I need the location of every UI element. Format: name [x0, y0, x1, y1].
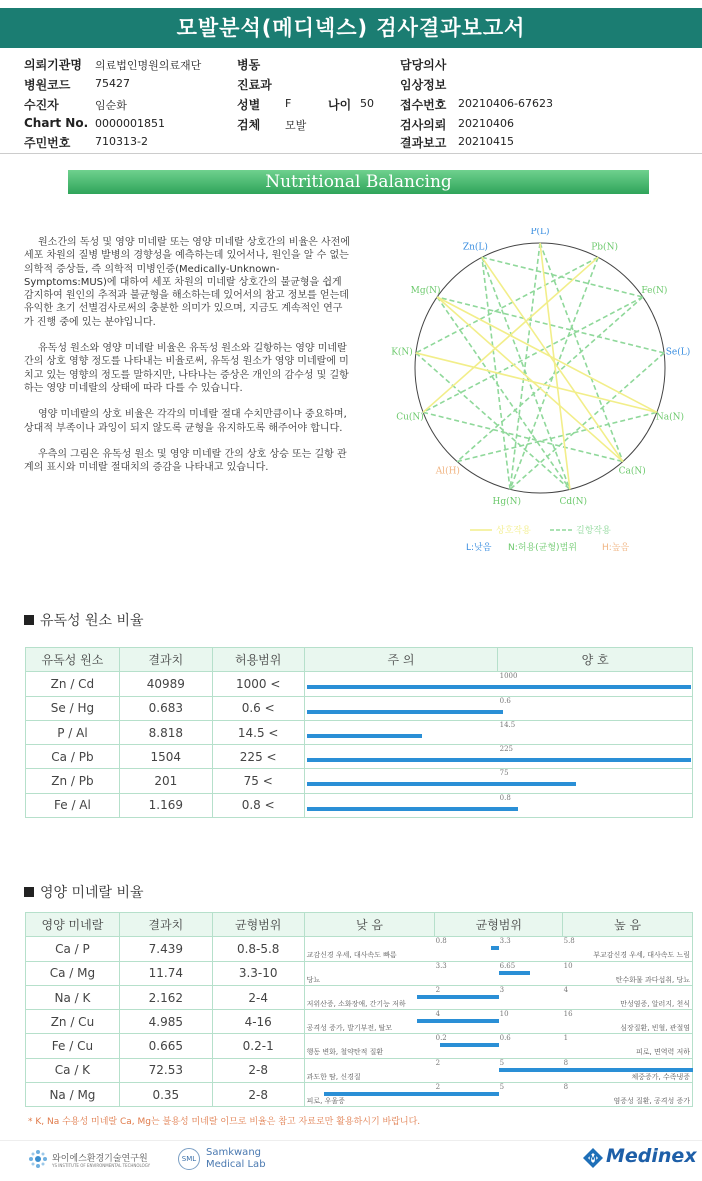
mid-threshold: 3.3	[499, 937, 511, 946]
table-row	[26, 793, 693, 817]
ratio-bar	[499, 971, 530, 975]
nutrient-section-label: 영양 미네랄 비율	[40, 885, 144, 901]
test-request-label: 검사의뢰	[400, 118, 447, 132]
toxic-ratio-table	[25, 647, 693, 818]
specimen-label: 검체	[237, 118, 261, 132]
wheel-node-label: Na(N)	[655, 412, 685, 423]
threshold-label: 225	[499, 745, 514, 754]
footnote: * K, Na 수용성 미네랄 Ca, Mg는 불용성 미네랄 이므로 비율은 참고 자료로만 활용하시기 바랍니다.	[28, 1117, 421, 1127]
high-threshold: 8	[563, 1058, 569, 1067]
ratio-name: P / Al	[26, 720, 120, 744]
column-header: 주 의	[304, 648, 498, 672]
ratio-range: 0.6 <	[212, 696, 304, 720]
wheel-node-label: Cd(N)	[559, 497, 588, 508]
column-header: 결과치	[119, 648, 212, 672]
footer	[0, 1145, 702, 1181]
wheel-node-label: Zn(L)	[462, 242, 488, 253]
low-threshold: 3.3	[435, 961, 447, 970]
synergy-line	[416, 353, 657, 412]
ratio-result: 0.35	[119, 1083, 212, 1107]
table-row	[26, 1058, 693, 1082]
description-paragraph: 원소간의 독성 및 영양 미네랄 또는 영양 미네랄 상호간의 비율은 사전에 세포 차원의 질병 발병의 경향성을 예측하는데 있어서나, 원인을 알 수 없는 의학적 증상들, 즉 의학적 미병인증(Medically-Unknown-Symptoms:MUS)에 대하여 세포 차원의 미네랄 상호간의 불균형을 쉽게 감지하여 원인의 추적과 불균형을 해소하는데 있어서의 참고 정보를 얻는데 유익한 초기 선별검사로써의 충분한 의미가 있으며, 지금도 계속적인 연구가 진행 중에 있는 분야입니다.	[24, 237, 350, 328]
ratio-name: Ca / P	[26, 937, 120, 961]
nutritional-balancing-banner: Nutritional Balancing	[68, 170, 649, 194]
table-row	[26, 672, 693, 696]
age-label: 나이	[328, 98, 352, 112]
ratio-range: 3.3-10	[212, 961, 304, 985]
institution-value: 의료법인명원의료재단	[95, 59, 202, 72]
ratio-bar	[307, 710, 503, 714]
ratio-bar-cell	[304, 672, 692, 696]
ratio-name: Fe / Al	[26, 793, 120, 817]
high-threshold: 1	[563, 1034, 569, 1043]
wheel-node-label: Hg(N)	[492, 497, 521, 508]
doctor-label: 담당의사	[400, 58, 447, 72]
description-paragraph: 유독성 원소와 영양 미네랄 비율은 유독성 원소와 길항하는 영양 미네랄 간의 상호 영향 정도를 나타내는 비율로써, 유독성 원소가 영양 미네랄에 미치고 있는 영향의 정도를 말하지만, 나타나는 증상은 개인의 감수성 및 길항하는 영양 미네랄의 상태에 따라 다를 수 있습니다.	[24, 343, 349, 394]
nutrient-ratio-table	[25, 912, 693, 1107]
high-symptom-text: 탄수화물 과다섭취, 당뇨	[615, 975, 690, 984]
resident-no-label: 주민번호	[24, 136, 71, 150]
high-threshold: 5.8	[563, 937, 575, 946]
ratio-result: 201	[119, 769, 212, 793]
ratio-range: 2-4	[212, 985, 304, 1009]
ys-org-name: 와이에스환경기술연구원	[52, 1154, 148, 1164]
resident-no-value: 710313-2	[95, 135, 148, 148]
clinical-info-label: 임상정보	[400, 78, 447, 92]
high-threshold: 8	[563, 1083, 569, 1092]
high-symptom-text: 심장질환, 빈혈, 관절염	[620, 1024, 690, 1033]
sml-name-line1: Samkwang	[206, 1147, 261, 1158]
divider	[0, 153, 702, 154]
ratio-result: 40989	[119, 672, 212, 696]
low-symptom-text: 공격성 증가, 발기부전, 탈모	[306, 1024, 393, 1033]
description-paragraph: 영양 미네랄의 상호 비율은 각각의 미네랄 절대 수치만큼이나 중요하며, 상대적 부족이나 과잉이 되지 않도록 균형을 유지하도록 해주어야 합니다.	[24, 409, 347, 434]
ratio-bar-cell	[304, 769, 692, 793]
ratio-bar-cell	[304, 1034, 692, 1058]
ratio-result: 72.53	[119, 1058, 212, 1082]
ys-logo-icon	[28, 1149, 48, 1169]
ys-org-subname: YS INSTITUTE OF ENVIRONMENTAL TECHNOLOGY	[52, 1163, 151, 1168]
receipt-no-value: 20210406-67623	[458, 97, 553, 110]
wheel-node-label: P(L)	[530, 228, 550, 237]
result-report-value: 20210415	[458, 135, 514, 148]
ratio-range: 0.8-5.8	[212, 937, 304, 961]
column-header: 허용범위	[212, 648, 304, 672]
mid-threshold: 10	[499, 1010, 509, 1019]
collector-label: 수진자	[24, 98, 59, 112]
high-threshold: 10	[563, 961, 573, 970]
ratio-bar	[324, 1092, 499, 1096]
low-symptom-text: 피로, 우울증	[306, 1097, 345, 1106]
ratio-name: Zn / Pb	[26, 769, 120, 793]
table-row	[26, 985, 693, 1009]
table-row	[26, 1010, 693, 1034]
ratio-bar-cell	[304, 1083, 692, 1107]
ratio-bar	[307, 758, 691, 762]
test-request-value: 20210406	[458, 117, 514, 130]
ratio-bar-cell	[304, 745, 692, 769]
column-header: 높 음	[563, 913, 693, 937]
wheel-node-label: Pb(N)	[591, 242, 618, 253]
ratio-name: Ca / Mg	[26, 961, 120, 985]
result-report-label: 결과보고	[400, 136, 447, 150]
ratio-range: 2-8	[212, 1058, 304, 1082]
hospital-code-value: 75427	[95, 77, 130, 90]
column-header: 양 호	[498, 648, 693, 672]
ratio-range: 2-8	[212, 1083, 304, 1107]
hospital-code-label: 병원코드	[24, 78, 71, 92]
ratio-range: 0.2-1	[212, 1034, 304, 1058]
column-header: 낮 음	[304, 913, 435, 937]
footer-divider	[0, 1140, 702, 1141]
wheel-node-label: Se(L)	[665, 347, 691, 358]
ratio-bar-cell	[304, 696, 692, 720]
table-row	[26, 961, 693, 985]
high-threshold: 16	[563, 1010, 573, 1019]
legend-antagonism-label: 길항작용	[576, 526, 611, 536]
ratio-bar	[491, 946, 499, 950]
ratio-range: 0.8 <	[212, 793, 304, 817]
nutrient-section-title	[24, 882, 144, 902]
low-symptom-text: 과도한 땀, 신경질	[306, 1072, 361, 1081]
chart-no-value: 0000001851	[95, 117, 165, 130]
ratio-bar	[307, 685, 691, 689]
sex-value: F	[285, 97, 292, 110]
high-threshold: 4	[563, 985, 569, 994]
threshold-label: 75	[499, 769, 509, 778]
square-bullet-icon	[24, 615, 34, 625]
ratio-bar-cell	[304, 1010, 692, 1034]
ratio-bar	[440, 1043, 498, 1047]
wheel-node-label: Cu(N)	[396, 412, 424, 423]
low-threshold: 0.2	[435, 1034, 447, 1043]
table-row	[26, 1034, 693, 1058]
wheel-circle	[415, 243, 668, 493]
ratio-result: 8.818	[119, 720, 212, 744]
ratio-result: 1504	[119, 745, 212, 769]
legend-low: L:낮음	[466, 543, 492, 553]
ratio-bar-cell	[304, 1058, 692, 1082]
legend-high: H:높음	[602, 543, 630, 553]
table-row	[26, 696, 693, 720]
mid-threshold: 6.65	[499, 961, 516, 970]
ratio-bar	[307, 807, 518, 811]
ward-label: 병동	[237, 58, 261, 72]
column-header: 유독성 원소	[26, 648, 120, 672]
sml-logo-icon: SML	[178, 1148, 200, 1170]
ratio-bar-cell	[304, 961, 692, 985]
ratio-result: 0.665	[119, 1034, 212, 1058]
legend-synergy-label: 상호작용	[496, 526, 531, 536]
low-threshold: 2	[435, 985, 441, 994]
sex-label: 성별	[237, 98, 261, 112]
ratio-bar-cell	[304, 720, 692, 744]
ratio-result: 0.683	[119, 696, 212, 720]
sml-name-line2: Medical Lab	[206, 1159, 266, 1170]
column-header: 영양 미네랄	[26, 913, 120, 937]
toxic-section-title	[24, 610, 144, 630]
wheel-node-label: Mg(N)	[410, 286, 441, 297]
wheel-node-label: Ca(N)	[618, 466, 646, 477]
ratio-name: Ca / K	[26, 1058, 120, 1082]
table-header-row	[26, 648, 693, 672]
low-threshold: 0.8	[435, 937, 447, 946]
report-title: 모발분석(메디넥스) 검사결과보고서	[0, 8, 702, 48]
chart-no-label: Chart No.	[24, 116, 89, 130]
threshold-label: 0.6	[499, 696, 511, 705]
ratio-bar	[417, 995, 498, 999]
ratio-bar-cell	[304, 985, 692, 1009]
low-symptom-text: 저위산증, 소화장애, 간기능 저하	[306, 999, 406, 1008]
low-threshold: 4	[435, 1010, 441, 1019]
low-threshold: 2	[435, 1058, 441, 1067]
institution-label: 의뢰기관명	[24, 58, 82, 72]
wheel-node-label: Fe(N)	[641, 286, 668, 297]
ratio-result: 7.439	[119, 937, 212, 961]
patient-info	[0, 54, 702, 150]
ratio-bar	[499, 1068, 693, 1072]
ratio-bar-cell	[304, 937, 692, 961]
brand-name: Medinex	[606, 1145, 697, 1167]
wheel-node-label: Al(H)	[435, 466, 460, 477]
mid-threshold: 5	[499, 1058, 505, 1067]
high-symptom-text: 피로, 면역력 저하	[635, 1048, 690, 1057]
mineral-wheel-diagram	[380, 228, 700, 558]
mid-threshold: 3	[499, 985, 505, 994]
table-header-row	[26, 913, 693, 937]
table-row	[26, 1083, 693, 1107]
ratio-range: 1000 <	[212, 672, 304, 696]
ratio-result: 11.74	[119, 961, 212, 985]
age-value: 50	[360, 97, 374, 110]
column-header: 결과치	[119, 913, 212, 937]
high-symptom-text: 부교감신경 우세, 대사속도 느림	[593, 951, 690, 960]
ratio-bar-cell	[304, 793, 692, 817]
high-symptom-text: 만성염증, 알러지, 천식	[620, 999, 690, 1008]
description	[24, 236, 350, 487]
mid-threshold: 5	[499, 1083, 505, 1092]
threshold-label: 0.8	[499, 793, 511, 802]
mid-threshold: 0.6	[499, 1034, 511, 1043]
low-symptom-text: 교감신경 우세, 대사속도 빠름	[306, 951, 397, 960]
ratio-name: Fe / Cu	[26, 1034, 120, 1058]
toxic-section-label: 유독성 원소 비율	[40, 613, 144, 629]
department-label: 진료과	[237, 78, 272, 92]
medinex-logo-icon	[582, 1147, 604, 1169]
threshold-label: 14.5	[499, 720, 516, 729]
specimen-value: 모발	[285, 119, 307, 132]
ratio-range: 225 <	[212, 745, 304, 769]
table-row	[26, 937, 693, 961]
ratio-range: 75 <	[212, 769, 304, 793]
threshold-label: 1000	[499, 672, 518, 681]
ratio-name: Na / Mg	[26, 1083, 120, 1107]
column-header: 균형범위	[435, 913, 563, 937]
ratio-bar	[307, 734, 422, 738]
low-symptom-text: 당뇨	[306, 975, 321, 984]
ratio-result: 1.169	[119, 793, 212, 817]
wheel-node-label: K(N)	[391, 347, 413, 358]
high-symptom-text: 염증성 질환, 공격성 증가	[613, 1097, 690, 1106]
ratio-bar	[307, 782, 576, 786]
table-row	[26, 745, 693, 769]
legend-normal: N:허용(균형)범위	[508, 543, 577, 553]
collector-value: 임순화	[95, 99, 127, 112]
ratio-range: 4-16	[212, 1010, 304, 1034]
ratio-bar	[417, 1019, 498, 1023]
svg-text:M: M	[589, 1154, 597, 1163]
ratio-name: Zn / Cu	[26, 1010, 120, 1034]
description-paragraph: 우측의 그림은 유독성 원소 및 영양 미네랄 간의 상호 상승 또는 길항 관계의 표시와 미네랄 절대치의 증감을 나타내고 있습니다.	[24, 448, 347, 474]
low-threshold: 2	[435, 1083, 441, 1092]
ratio-name: Na / K	[26, 985, 120, 1009]
column-header: 균형범위	[212, 913, 304, 937]
ratio-range: 14.5 <	[212, 720, 304, 744]
ratio-result: 4.985	[119, 1010, 212, 1034]
low-symptom-text: 행동 변화, 철약탄적 질환	[306, 1048, 384, 1057]
ratio-name: Ca / Pb	[26, 745, 120, 769]
square-bullet-icon	[24, 887, 34, 897]
ratio-result: 2.162	[119, 985, 212, 1009]
ratio-name: Zn / Cd	[26, 672, 120, 696]
receipt-no-label: 접수번호	[400, 98, 447, 112]
high-symptom-text: 체중증가, 수족냉증	[631, 1072, 690, 1081]
ratio-name: Se / Hg	[26, 696, 120, 720]
table-row	[26, 720, 693, 744]
table-row	[26, 769, 693, 793]
